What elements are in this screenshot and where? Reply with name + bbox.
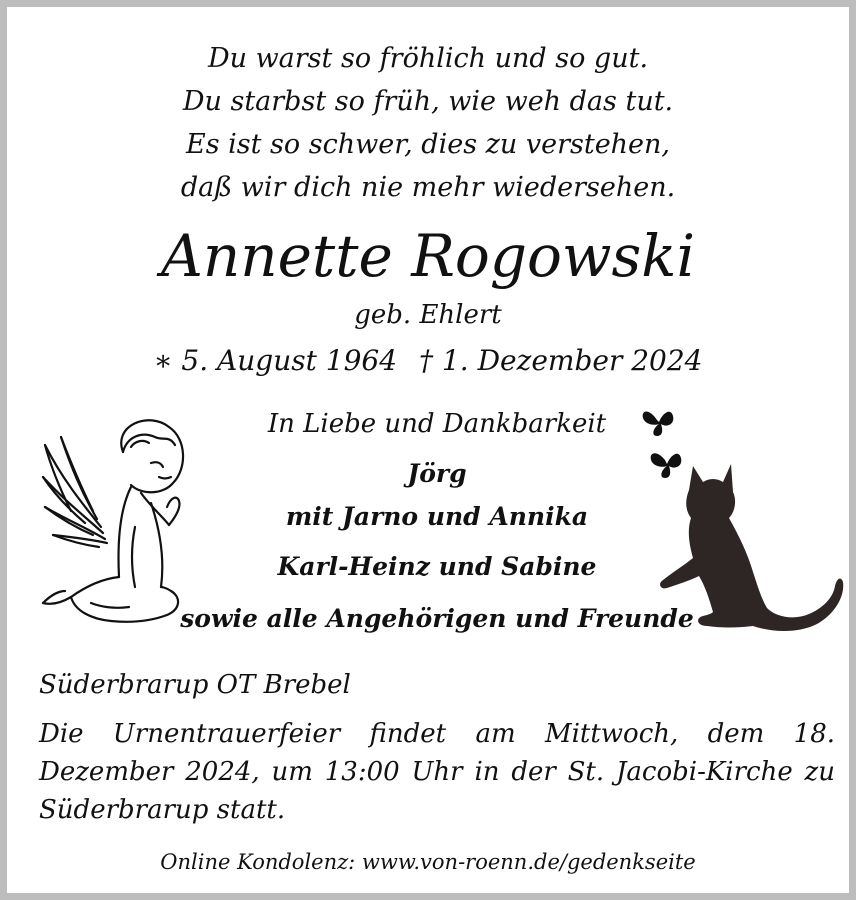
poem-line: Es ist so schwer, dies zu verstehen, xyxy=(185,129,671,160)
mourner-line: Jörg xyxy=(407,459,467,488)
poem xyxy=(7,37,849,209)
maiden-name: geb. Ehlert xyxy=(354,300,502,330)
mourner-line: Karl-Heinz und Sabine xyxy=(277,552,597,581)
poem-line: Du starbst so früh, wie weh das tut. xyxy=(182,86,674,117)
residence-place: Süderbrarup OT Brebel xyxy=(39,670,351,700)
mourners-intro: In Liebe und Dankbarkeit xyxy=(267,409,607,439)
birth-date: ∗ 5. August 1964 xyxy=(153,344,398,377)
life-dates xyxy=(7,341,849,381)
poem-line: Du warst so fröhlich und so gut. xyxy=(207,43,649,74)
deceased-name: Annette Rogowski xyxy=(160,222,696,290)
funeral-service-text: Die Urnentrauerfeier findet am Mittwoch, dem 18. Dezember 2024, um 13:00 Uhr in der St. Jacobi-Kirche zu Süderbrarup statt. xyxy=(39,719,835,825)
mourner-line: mit Jarno und Annika xyxy=(285,502,589,531)
online-condolence: Online Kondolenz: www.von-roenn.de/gedenkseite xyxy=(160,850,696,874)
death-date: † 1. Dezember 2024 xyxy=(419,344,703,377)
poem-line: daß wir dich nie mehr wiedersehen. xyxy=(180,172,676,203)
mourner-line: sowie alle Angehörigen und Freunde xyxy=(180,604,694,633)
